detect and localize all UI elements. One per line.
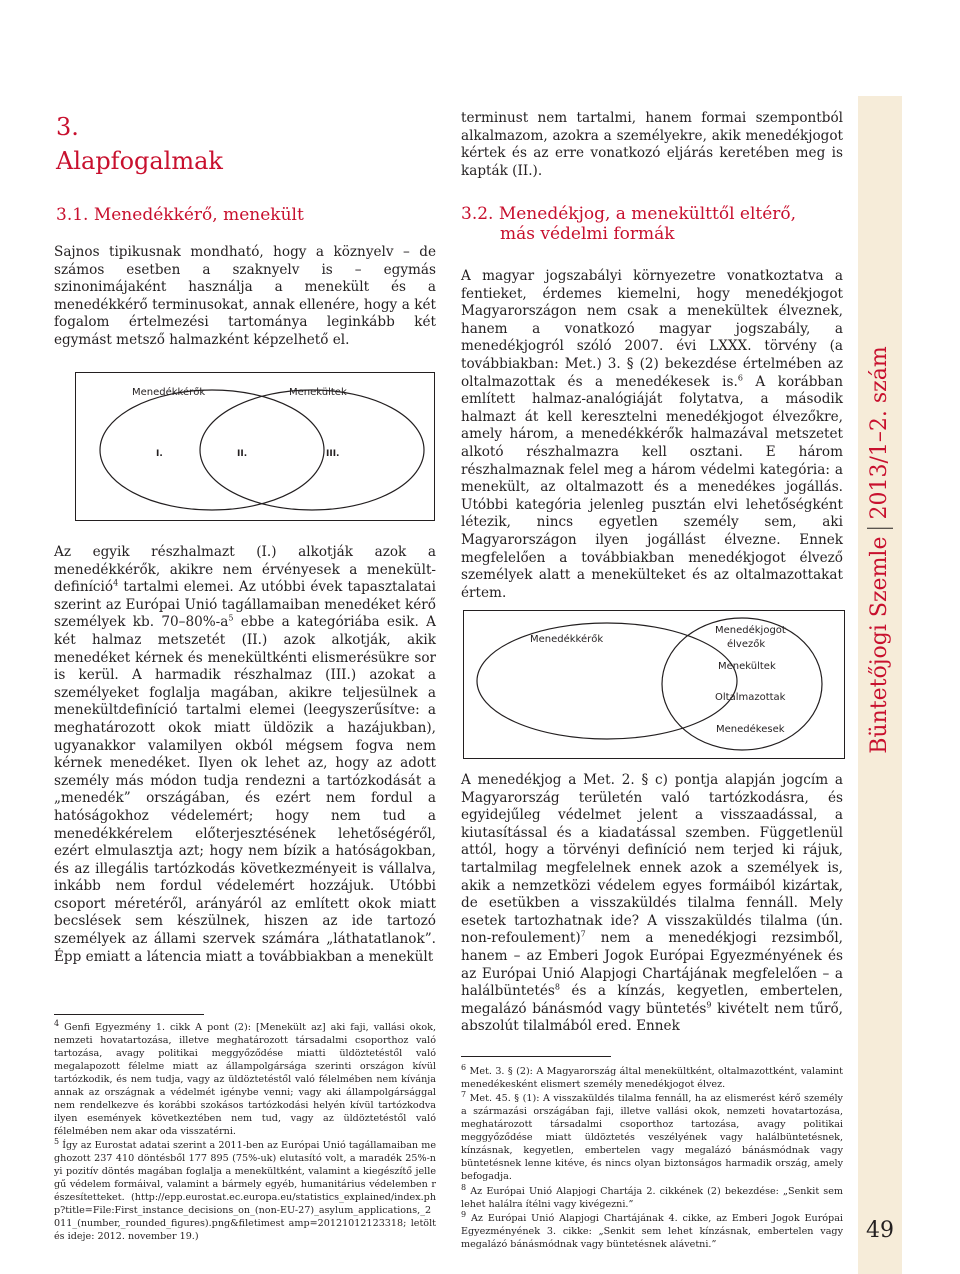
footnote-8 bbox=[461, 1182, 843, 1211]
venn-diagram-2-shapes bbox=[464, 611, 844, 758]
footnote-5 bbox=[54, 1136, 436, 1243]
footnote-8-number: 8 bbox=[461, 1182, 467, 1192]
label-temporary-protection: Menedékesek bbox=[716, 724, 785, 735]
footnote-6-text: Met. 3. § (2): A Magyarország által menekültként, oltalmazottként, valamint menedékesként elismert személy menedékjogot élvez. bbox=[461, 1066, 843, 1090]
asylum-seekers-ellipse bbox=[100, 390, 324, 510]
paragraph-non-refoulement-text-1: A menedékjog a Met. 2. § c) pontja alapján jogcím a Magyarország területén való tartózkodásra, és egyidejűleg védelmet jelent a visszaadással, a kiutasítással és a kiadatással szemben. Függetlenül attól, hogy a törvényi definíció nem terjed ki rájuk, tartalmilag megfelelnek ennek azok a személyek is, akik a nemzetközi védelem egyes formáiból kizártak, de esetükben a visszaküldés tilalma fennáll. Mely esetek tartozhatnak ide? A visszaküldés tilalma (ún. non-refoulement) bbox=[461, 772, 843, 947]
page-number: 49 bbox=[866, 1218, 894, 1243]
label-protected-persons-line1: Menedékjogot bbox=[715, 625, 786, 636]
refugees-ellipse bbox=[200, 390, 424, 510]
footnote-5-text: Így az Eurostat adatai szerint a 2011-ben az Európai Unió tagállamaiban meghozott 237 410 döntésből 177 895 (75%-uk) elutasító volt, a maradék 25%-nyi pozitív döntés magában foglalja a menekültként, valamint a kiegészítő jellegű védelem formáival, valamint a bármely egyéb, humanitárius védelemben részesítetteket. (http://epp.eurostat.ec.europa.eu/statistics_explained/index.php?title=File:First_instance_decisions_on_(non-EU-27)_asylum_applications,_2011_(number,_rounded_figures).png&filetimest amp=20121012123318; letöltés ideje: 2012. november 19.) bbox=[54, 1140, 436, 1242]
footnote-ref-4: 4 bbox=[113, 578, 119, 588]
paragraph-asylum-law-text-2: A korábban említett halmaz-analógiáját folytatva, a második halmazt át kell keresztelni menedékjogot élvezőkre, amely három, a menedékkérők halmazával metszetet alkotó részhalmazra kell osztani. E három részhalmaznak felel meg a három védelmi kategória: a menekült, az oltalmazott és a menedékes jogállás. Utóbbi kategória jelenleg pusztán elvi lehetőségként létezik, nincs egyetlen személy sem, aki Magyarországon ilyen jogállást élvezne. Ennek megfelelően a továbbiakban menedékjogot élvező személyek alatt a menekülteket és az oltalmazottakat értem. bbox=[461, 373, 843, 601]
paragraph-intro: Sajnos tipikusnak mondható, hogy a köznyelv – de számos esetben a szaknyelv is – egymás szinonimájaként használja a menekült és a menedékkérő terminusokat, annak ellenére, hogy a két fogalom értelmezési tartománya leginkább két egymást metsző halmazként képzelhető el. bbox=[54, 244, 436, 348]
journal-issue: 2013/1–2. szám bbox=[867, 346, 892, 520]
journal-title-vertical bbox=[858, 300, 902, 800]
paragraph-subsets-text-2: tartalmi elemei. Az utóbbi évek tapasztalatai szerint az Európai Unió tagállamaiban menedéket kérő személyek kb. 70–80%-a bbox=[54, 579, 436, 631]
footnote-4-text: Genfi Egyezmény 1. cikk A pont (2): [Menekült az] aki faji, vallási okok, nemzeti hovatartozása, illetve meghatározott társadalmi csoporthoz való tartozása, avagy politikai meggyőződése miatti üldöztetéstől való megalapozott félelme miatt az állampolgársága szerinti országon kívül tartózkodik, és nem tudja, vagy az üldöztetéstől való félelmében nem kívánja annak az országnak a védelmét igénybe venni; vagy aki állampolgársággal nem rendelkezve és korábbi szokásos tartózkodási helyén kívül tartózkodva ilyen események következtében nem tud, vagy az üldöztetéstől való félelmében nem akar oda visszatérni. bbox=[54, 1022, 436, 1137]
paragraph-asylum-law bbox=[461, 268, 843, 602]
paragraph-subsets bbox=[54, 544, 436, 966]
region-2-label: II. bbox=[237, 449, 248, 459]
journal-name: Büntetőjogi Szemle bbox=[867, 536, 892, 754]
paragraph-continuation: terminust nem tartalmi, hanem formai szempontból alkalmazom, azokra a személyekre, akik menedékjogot kértek és az erre vonatkozó eljárás keretében meg is kapták (II.). bbox=[461, 110, 843, 179]
footnote-9-number: 9 bbox=[461, 1209, 467, 1219]
footnote-divider-right bbox=[461, 1056, 611, 1057]
footnote-8-text: Az Európai Unió Alapjogi Chartája 2. cikkének (2) bekezdése: „Senkit sem lehet halálra ítélni vagy kivégezni.” bbox=[461, 1186, 843, 1210]
footnote-ref-7: 7 bbox=[580, 929, 586, 939]
paragraph-non-refoulement-text-3: és a kínzás, kegyetlen, embertelen, megalázó bánásmód vagy büntetés bbox=[461, 983, 843, 1017]
section-heading-3-2 bbox=[461, 204, 796, 244]
region-3-label: III. bbox=[326, 449, 340, 459]
label-subsidiary-protection: Oltalmazottak bbox=[715, 692, 786, 703]
footnote-5-number: 5 bbox=[54, 1136, 60, 1146]
paragraph-non-refoulement-text-2: nem a menedékjogi rezsimből, hanem – az Emberi Jogok Európai Egyezményének és az Európai Unió Alapjogi Chartájának megfelelően – a halálbüntetés bbox=[461, 930, 843, 1000]
label-asylum-seekers-2: Menedékkérők bbox=[530, 634, 604, 645]
label-refugees: Menekültek bbox=[289, 387, 347, 398]
footnote-7 bbox=[461, 1089, 843, 1183]
section-heading-3-2-line2: más védelmi formák bbox=[500, 224, 675, 244]
venn-diagram-1 bbox=[75, 372, 435, 521]
section-heading-3-2-line1: 3.2. Menedékjog, a menekülttől eltérő, bbox=[461, 204, 797, 224]
paragraph-subsets-text-3: ebbe a kategóriába esik. A két halmaz metszetét (II.) azok alkotják, akik menedéket kérnek és menekültkénti elismerésükre sor is kerül. A harmadik részhalmaz (III.) azokat a személyeket foglalja magában, akikre teljesülnek a menekültdefiníció tartalmi elemei (leegyszerűsítve: a meghatározott okok miatt üldözik a hazájukban), ugyanakkor valamilyen okból mégsem fogva nem kérnek menedéket. Ilyen ok lehet az, hogy az adott személy más módon tudja rendezni a tartózkodását a „menedék” országában, és ezért nem fordul a hatóságokhoz védelemért; hogy nem tud a menedékkérelem előterjesztésének lehetőségéről, ezért elmulasztja azt; hogy nem bízik a hatóságokban, és az illegális tartózkodás következményeit is vállalva, inkább nem fordul védelemért hozzájuk. Utóbbi csoport méretéről, arányáról az említett okok miatt becslések sem készülnek, hiszen az ide tartozó személyek az állami szervek számára „láthatatlanok”. Épp emiatt a látencia miatt a továbbiakban a menekült bbox=[54, 614, 436, 965]
label-asylum-seekers: Menedékkérők bbox=[132, 387, 206, 398]
footnote-ref-5: 5 bbox=[228, 613, 234, 623]
footnote-ref-8: 8 bbox=[554, 982, 560, 992]
footnote-ref-9: 9 bbox=[706, 1000, 712, 1010]
venn-diagram-2 bbox=[463, 610, 845, 759]
footnote-ref-6: 6 bbox=[737, 373, 743, 383]
chapter-name: Alapfogalmak bbox=[56, 147, 223, 175]
paragraph-asylum-law-text-1: A magyar jogszabályi környezetre vonatkoztatva a fentieket, érdemes kiemelni, hogy menedékjogot Magyarországon nem csak a menekültek élveznek, hanem a vonatkozó magyar jogszabály, a menedékjogról szóló 2007. évi LXXX. törvény (a továbbiakban: Met.) 3. § (2) bekezdése értelmében az oltalmazottak és a menedékesek is. bbox=[461, 268, 843, 390]
label-refugees-2: Menekültek bbox=[718, 661, 776, 672]
footnote-4-number: 4 bbox=[54, 1018, 60, 1028]
footnote-9-text: Az Európai Unió Alapjogi Chartájának 4. cikke, az Emberi Jogok Európai Egyezményének 3. cikke: „Senkit sem lehet kínzásnak, embertelen vagy megalázó bánásmódnak vagy büntetésnek alávetni.” bbox=[461, 1213, 843, 1250]
footnote-9 bbox=[461, 1209, 843, 1251]
paragraph-non-refoulement-text-4: kivételt nem tűrő, abszolút tilalmából ered. Ennek bbox=[461, 1000, 843, 1035]
chapter-number: 3. bbox=[56, 113, 79, 141]
paragraph-subsets-text-1: Az egyik részhalmazt (I.) alkotják azok a menedékkérők, akikre nem érvényesek a menekült-definíció bbox=[54, 544, 436, 596]
asylum-seekers-ellipse-2 bbox=[477, 623, 737, 739]
section-heading-3-1: 3.1. Menedékkérő, menekült bbox=[56, 205, 304, 225]
chapter-title bbox=[56, 110, 223, 178]
footnote-7-text: Met. 45. § (1): A visszaküldés tilalma fennáll, ha az elismerést kérő személy a származási országában faji, illetve vallási okok, nemzeti hovatartozása, meghatározott társadalmi csoporthoz tartozása, avagy politikai meggyőződése miatt üldöztetés veszélyének vagy halálbüntetésnek, kínzásnak, kegyetlen, embertelen vagy megalázó bánásmódnak vagy büntetésnek lenne kitéve, és nincs olyan biztonságos harmadik ország, amely befogadja. bbox=[461, 1093, 843, 1182]
footnote-7-number: 7 bbox=[461, 1089, 467, 1099]
footnote-6 bbox=[461, 1062, 843, 1091]
footnote-divider-left bbox=[54, 1014, 204, 1015]
paragraph-non-refoulement bbox=[461, 772, 843, 1036]
venn-diagram-1-shapes bbox=[76, 373, 434, 520]
footnote-6-number: 6 bbox=[461, 1062, 467, 1072]
label-protected-persons-line2: élvezők bbox=[727, 639, 766, 650]
footnote-4 bbox=[54, 1018, 436, 1138]
region-1-label: I. bbox=[156, 449, 163, 459]
